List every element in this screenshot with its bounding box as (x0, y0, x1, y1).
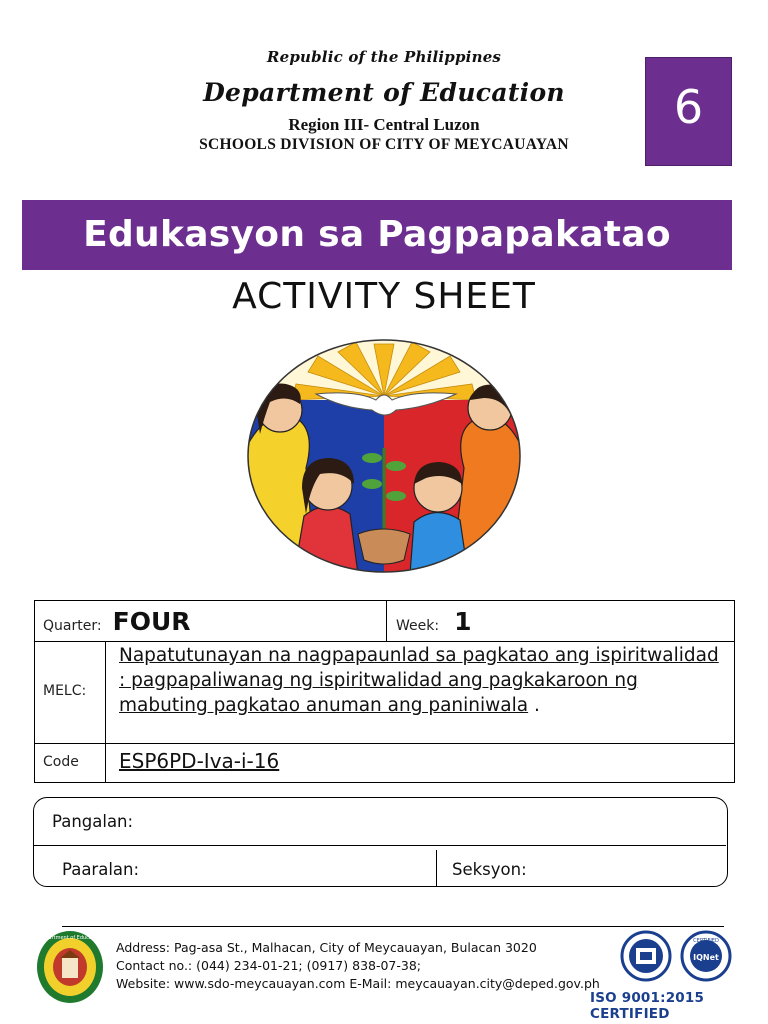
melc-text-cell (119, 643, 719, 718)
grade-badge: 6 (645, 57, 732, 166)
certification-logo-icon (616, 930, 676, 982)
melc-text: Napatutunayan na nagpapaunlad sa pagkatao ang ispiritwalidad : pagpapaliwanag ng ispiritwalidad ang pagkakaroon ng mabuting pagkatao anuman ang paniniwala (119, 645, 719, 716)
week-label: Week: (396, 618, 440, 634)
footer-website: Website: www.sdo-meycauayan.com E-Mail: meycauayan.city@deped.gov.ph (116, 976, 600, 991)
division-heading: SCHOOLS DIVISION OF CITY OF MEYCAUAYAN (199, 136, 569, 153)
code-label: Code (43, 754, 79, 770)
info-table (34, 600, 735, 783)
footer-divider (62, 926, 724, 927)
student-info-box (33, 797, 728, 887)
republic-heading: Republic of the Philippines (266, 48, 502, 66)
region-heading: Region III- Central Luzon (288, 115, 480, 134)
week-value: 1 (454, 607, 472, 636)
activity-sheet-title: ACTIVITY SHEET (232, 276, 536, 317)
quarter-cell (43, 607, 191, 636)
school-field-label[interactable]: Paaralan: (62, 860, 140, 879)
section-field-label[interactable]: Seksyon: (452, 860, 527, 879)
quarter-label: Quarter: (43, 618, 102, 634)
iso-certification: ISO 9001:2015 CERTIFIED (590, 990, 705, 1022)
melc-period: . (528, 695, 540, 716)
department-heading: Department of Education (203, 78, 565, 107)
iqnet-text: IQNet (693, 953, 719, 962)
name-field-label[interactable]: Pangalan: (52, 812, 134, 831)
certified-text: CERTIFIED (693, 938, 719, 944)
melc-label: MELC: (43, 683, 87, 699)
deped-division-seal-icon (36, 930, 104, 1004)
quarter-value: FOUR (112, 607, 191, 636)
esp-logo-illustration (246, 338, 522, 574)
subject-banner: Edukasyon sa Pagpapakatao (22, 200, 732, 270)
footer-contact: Contact no.: (044) 234-01-21; (0917) 838-07-38; (116, 958, 422, 973)
week-cell (396, 607, 472, 636)
seal-text: Department of Education (38, 935, 102, 941)
footer-address: Address: Pag-asa St., Malhacan, City of Meycauayan, Bulacan 3020 (116, 940, 537, 955)
code-value: ESP6PD-Iva-i-16 (119, 749, 280, 773)
footer-contact-block (116, 939, 600, 993)
iqnet-logo-icon (680, 930, 732, 982)
